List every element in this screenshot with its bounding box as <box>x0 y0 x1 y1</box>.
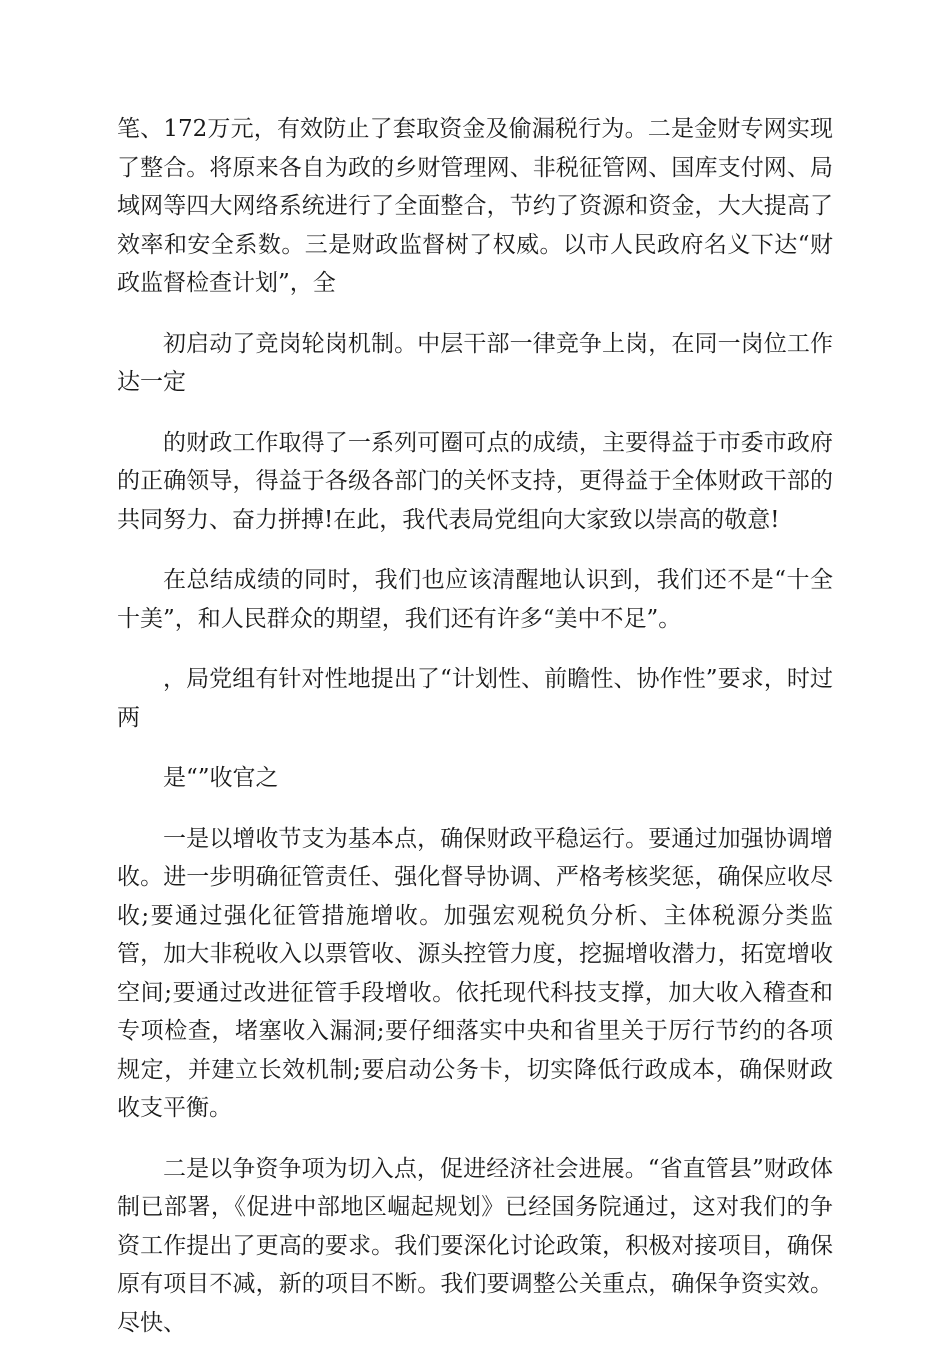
paragraph-3: 的财政工作取得了一系列可圈可点的成绩，主要得益于市委市政府的正确领导，得益于各级各部门的关怀支持，更得益于全体财政干部的共同努力、奋力拼搏!在此，我代表局党组向大家致以崇高的敬意! <box>117 429 833 533</box>
paragraph-5: ，局党组有针对性地提出了“计划性、前瞻性、协作性”要求，时过两 <box>117 666 833 731</box>
paragraph-1: 笔、172万元，有效防止了套取资金及偷漏税行为。二是金财专网实现了整合。将原来各自为政的乡财管理网、非税征管网、国库支付网、局域网等四大网络系统进行了全面整合，节约了资源和资金，大大提高了效率和安全系数。三是财政监督树了权威。以市人民政府名义下达“财政监督检查计划”，全 <box>117 116 833 296</box>
paragraph-2: 初启动了竞岗轮岗机制。中层干部一律竞争上岗，在同一岗位工作达一定 <box>117 330 833 395</box>
paragraph-4: 在总结成绩的同时，我们也应该清醒地认识到，我们还不是“十全十美”，和人民群众的期望，我们还有许多“美中不足”。 <box>117 567 833 632</box>
paragraph-6: 是“”收官之 <box>163 765 279 791</box>
paragraph-7: 一是以增收节支为基本点，确保财政平稳运行。要通过加强协调增收。进一步明确征管责任、强化督导协调、严格考核奖惩，确保应收尽收;要通过强化征管措施增收。加强宏观税负分析、主体税源分类监管，加大非税收入以票管收、源头控管力度，挖掘增收潜力，拓宽增收空间;要通过改进征管手段增收。依托现代科技支撑，加大收入稽查和专项检查，堵塞收入漏洞;要仔细落实中央和省里关于厉行节约的各项规定，并建立长效机制;要启动公务卡，切实降低行政成本，确保财政收支平衡。 <box>117 825 833 1121</box>
document-body <box>117 110 833 1364</box>
paragraph-8: 二是以争资争项为切入点，促进经济社会进展。“省直管县”财政体制已部署，《促进中部地区崛起规划》已经国务院通过，这对我们的争资工作提出了更高的要求。我们要深化讨论政策，积极对接项目，确保原有项目不减，新的项目不断。我们要调整公关重点，确保争资实效。尽快、 <box>117 1155 833 1336</box>
